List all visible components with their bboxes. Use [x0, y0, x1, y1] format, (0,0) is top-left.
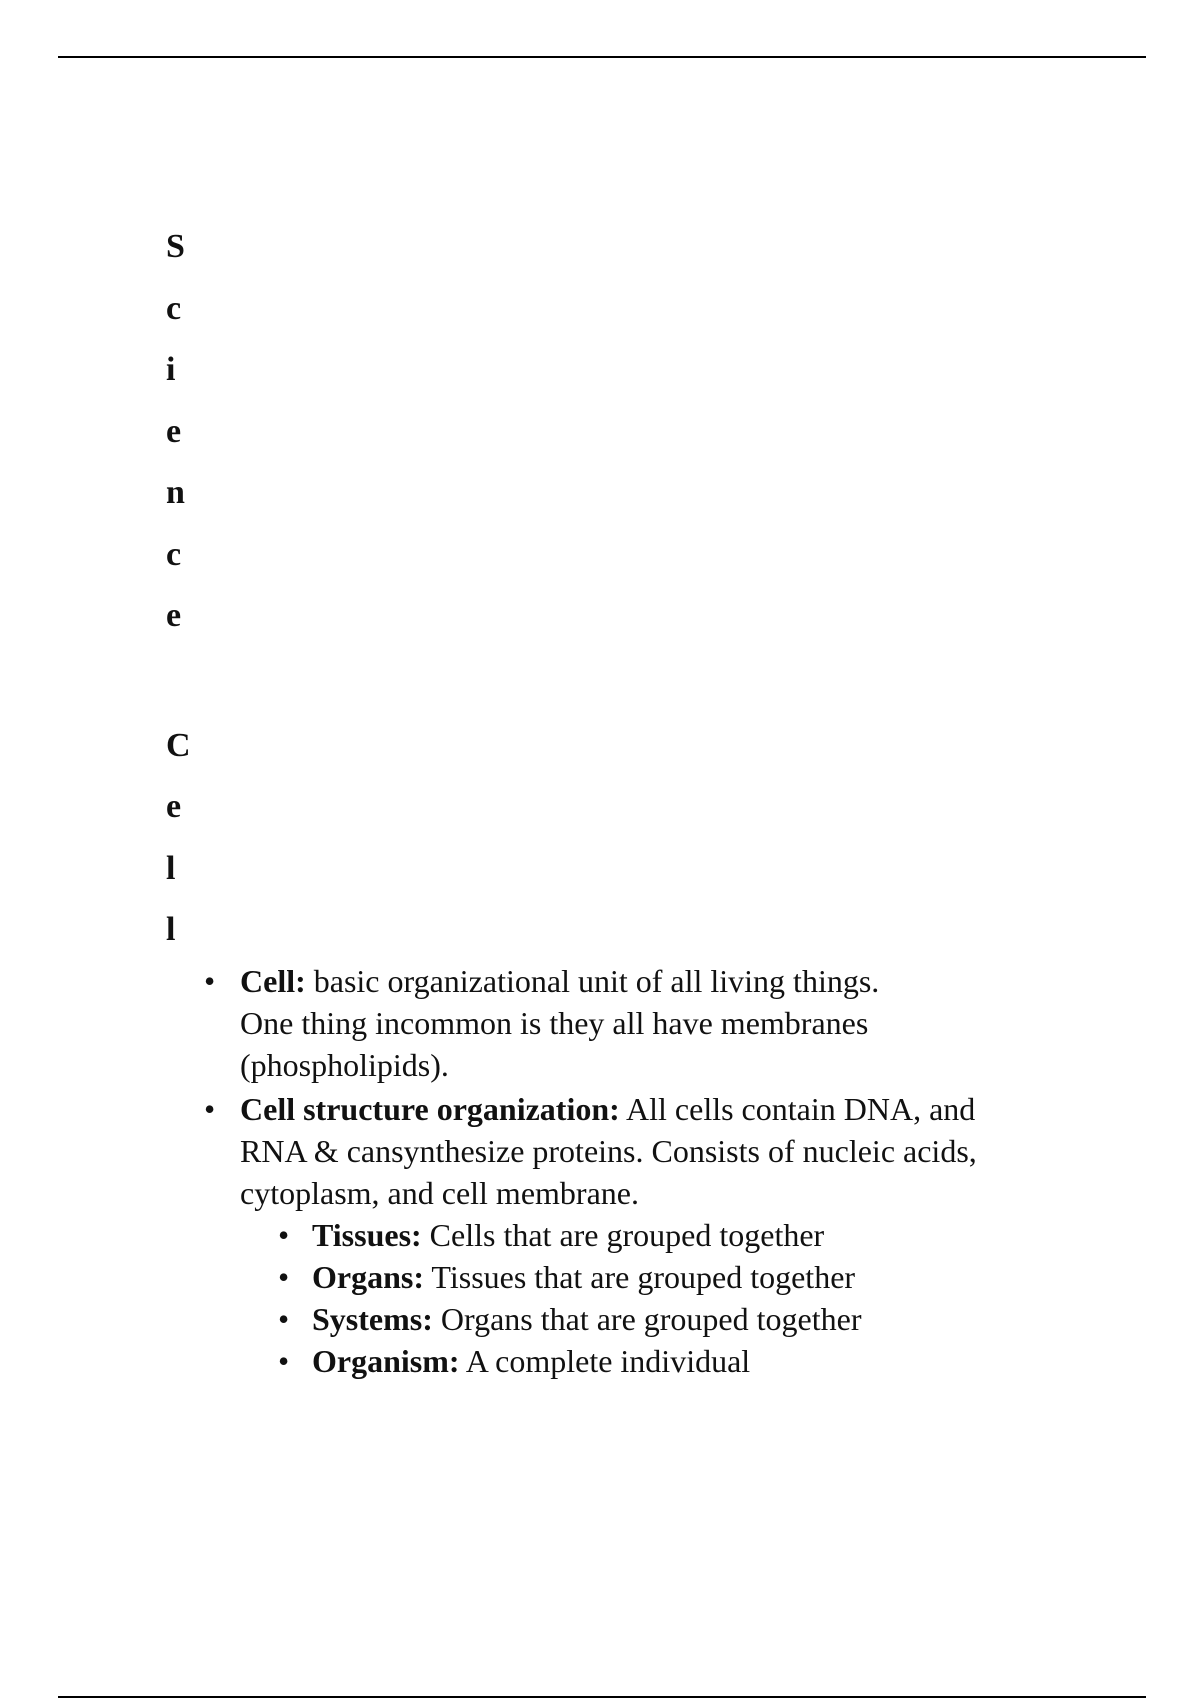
bullet-definition: All cells contain DNA, and RNA & cansynthesize proteins. Consists of nucleic acids, cytoplasm, and cell membrane.: [240, 1091, 977, 1211]
title-letter: S: [166, 228, 185, 265]
bullet-term: Cell structure organization:: [240, 1091, 620, 1127]
title-letter: c: [166, 535, 182, 573]
list-item: [240, 1088, 1066, 1382]
sub-bullet-definition: Tissues that are grouped together: [424, 1259, 856, 1295]
sub-bullet-term: Organs:: [312, 1259, 424, 1295]
sub-bullet-term: Organism:: [312, 1343, 460, 1379]
vertical-title: [166, 216, 191, 961]
title-letter: i: [166, 351, 176, 388]
bullet-list: [166, 960, 1066, 1382]
list-item: [312, 1298, 1066, 1340]
sub-bullet-definition: A complete individual: [459, 1343, 751, 1379]
footer-rule: [58, 1696, 1146, 1698]
title-letter: e: [166, 597, 182, 634]
header-rule: [58, 56, 1146, 58]
bullet-text: [240, 960, 900, 1086]
title-letter: C: [166, 726, 191, 764]
list-item: [240, 960, 1066, 1086]
bullet-text: [240, 1088, 1020, 1214]
title-letter: e: [166, 412, 182, 450]
notes-content: [166, 960, 1066, 1384]
title-letter: e: [166, 788, 182, 825]
bullet-definition: basic organizational unit of all living things. One thing incommon is they all have membranes (phospholipids).: [240, 963, 880, 1083]
list-item: [312, 1214, 1066, 1256]
list-item: [312, 1340, 1066, 1382]
sub-bullet-term: Tissues:: [312, 1217, 422, 1253]
title-letter: l: [166, 849, 176, 887]
title-letter: l: [166, 911, 176, 948]
bullet-term: Cell:: [240, 963, 306, 999]
sub-bullet-definition: Cells that are grouped together: [421, 1217, 825, 1253]
sub-bullet-definition: Organs that are grouped together: [432, 1301, 862, 1337]
title-letter: n: [166, 474, 185, 511]
sub-bullet-list: [240, 1214, 1066, 1382]
title-word-gap: [166, 647, 191, 715]
list-item: [312, 1256, 1066, 1298]
sub-bullet-term: Systems:: [312, 1301, 433, 1337]
title-letter: c: [166, 289, 182, 327]
